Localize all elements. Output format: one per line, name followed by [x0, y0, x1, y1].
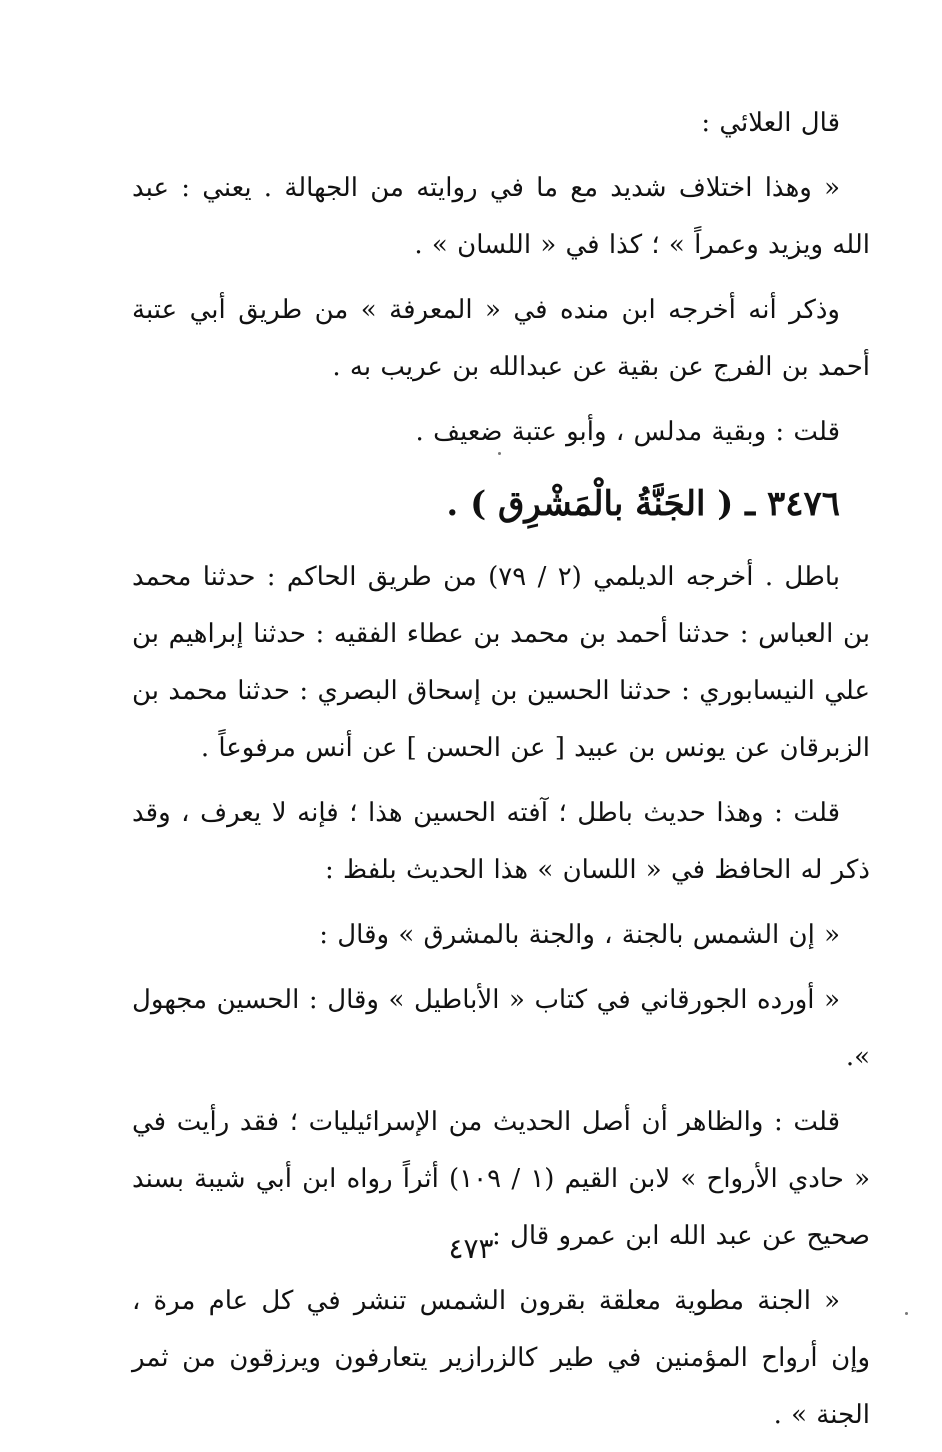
paragraph-ibn-amr-athar: « الجنة مطوية معلقة بقرون الشمس تنشر في كل عام مرة ، وإن أرواح المؤمنين في طير كالزرازير يتعارفون ويرزقون من ثمر الجنة » . [132, 1286, 870, 1430]
paragraph-alalai-quote: « وهذا اختلاف شديد مع ما في روايته من الجهالة . يعني : عبد الله ويزيد وعمراً » ؛ كذا في « اللسان » . [132, 173, 870, 260]
hadith-heading: ٣٤٧٦ ـ ( الجَنَّةُ بالْمَشْرِق ) . [446, 484, 840, 524]
paragraph-lisan-quote: « إن الشمس بالجنة ، والجنة بالمشرق » وقال : [319, 920, 840, 950]
paragraph-ibn-mandah: وذكر أنه أخرجه ابن منده في « المعرفة » من طريق أبي عتبة أحمد بن الفرج عن بقية عن عبدالله بن عريب به . [132, 295, 870, 382]
paragraph-hadith-batil: قلت : وهذا حديث باطل ؛ آفته الحسين هذا ؛ فإنه لا يعرف ، وقد ذكر له الحافظ في « اللسان » هذا الحديث بلفظ : [132, 798, 870, 885]
paragraph-jawraqani-quote: « أورده الجورقاني في كتاب « الأباطيل » وقال : الحسين مجهول ». [132, 985, 870, 1072]
page-number: ٤٧٣ [448, 1232, 494, 1265]
paragraph-baqiyya-comment: قلت : وبقية مدلس ، وأبو عتبة ضعيف . [415, 417, 840, 447]
paragraph-batil-takhrij: باطل . أخرجه الديلمي (٢ / ٧٩) من طريق الحاكم : حدثنا محمد بن العباس : حدثنا أحمد بن محمد بن عطاء الفقيه : حدثنا إبراهيم بن علي النيسابوري : حدثنا الحسين بن إسحاق البصري : حدثنا محمد بن الزبرقان عن يونس بن عبيد [ عن الحسن ] عن أنس مرفوعاً . [132, 562, 870, 763]
paragraph-alalai-intro: قال العلائي : [701, 108, 840, 138]
paragraph-israiliyyat: قلت : والظاهر أن أصل الحديث من الإسرائيليات ؛ فقد رأيت في « حادي الأرواح » لابن القيم (١ / ١٠٩) أثراً رواه ابن أبي شيبة بسند صحيح عن عبد الله ابن عمرو قال : [132, 1107, 870, 1251]
scan-speck [905, 1312, 908, 1315]
scan-speck [498, 452, 501, 455]
